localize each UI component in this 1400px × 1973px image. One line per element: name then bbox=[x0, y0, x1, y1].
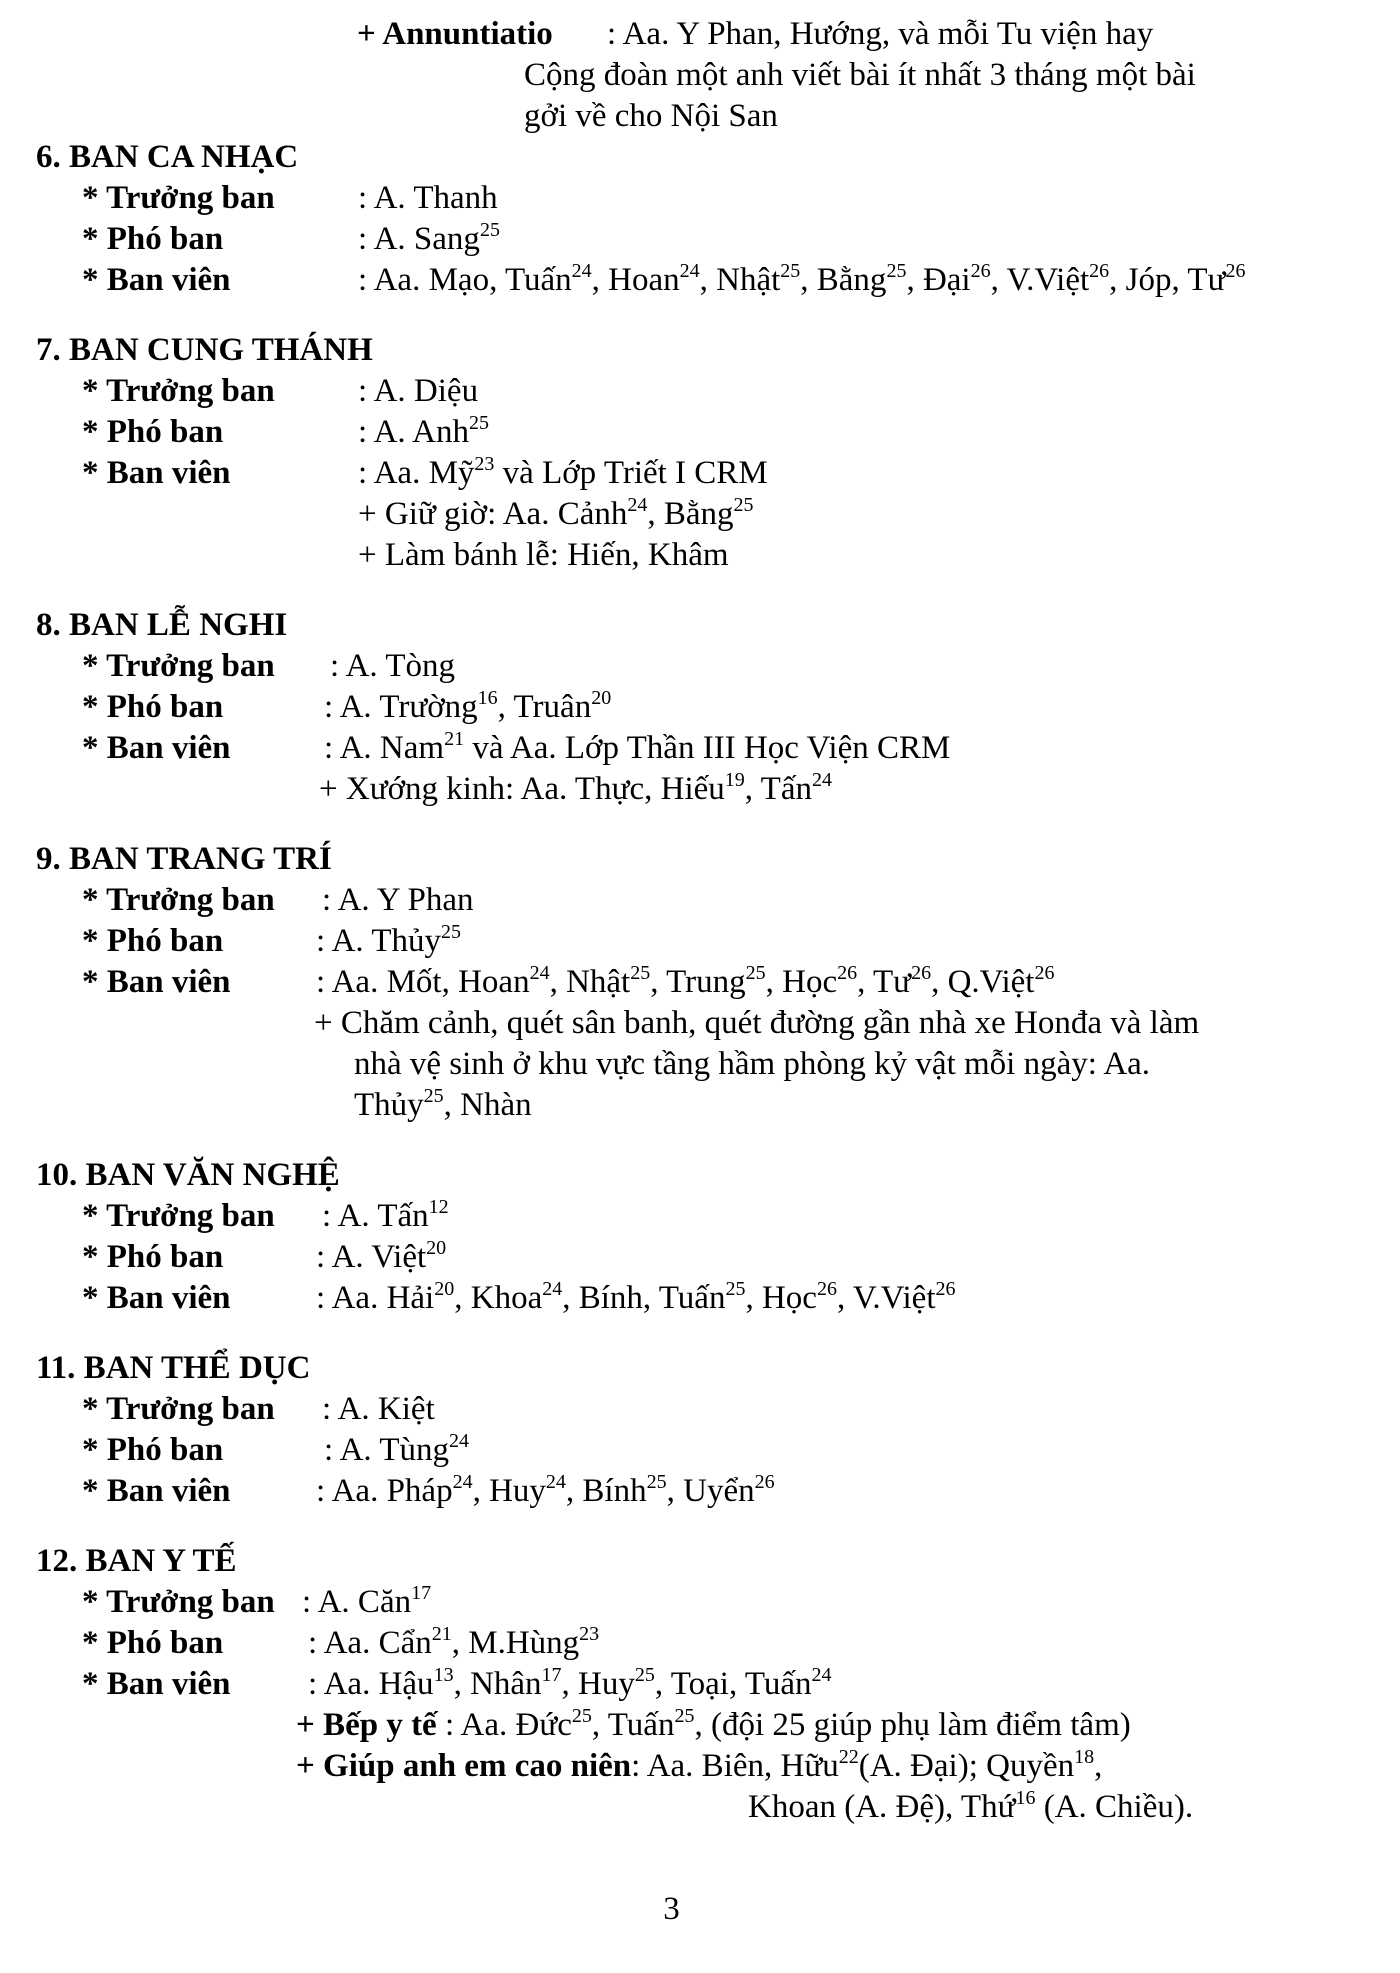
row-value bbox=[302, 1584, 431, 1620]
superscript-number: 19 bbox=[724, 769, 745, 791]
row-label: * Ban viên bbox=[82, 455, 231, 491]
text-run: , Trung bbox=[650, 964, 746, 1000]
text-run: : A. Anh bbox=[358, 414, 469, 450]
row-label: * Phó ban bbox=[82, 1239, 224, 1275]
intro-line-1 bbox=[357, 14, 1153, 55]
row-ban-vien bbox=[82, 728, 950, 769]
row-value bbox=[316, 964, 1054, 1000]
row-value bbox=[322, 1391, 435, 1427]
superscript-number: 23 bbox=[579, 1623, 600, 1645]
text-run: nhà vệ sinh ở khu vực tầng hầm phòng kỷ vật mỗi ngày: Aa. bbox=[354, 1046, 1151, 1082]
section-heading: 8. BAN LỄ NGHI bbox=[36, 607, 288, 643]
row-value bbox=[316, 923, 461, 959]
row-truong-ban bbox=[82, 880, 474, 921]
text-run: , Bính, Tuấn bbox=[562, 1280, 726, 1316]
intro-label: + Annuntiatio bbox=[357, 16, 553, 52]
superscript-number: 16 bbox=[477, 687, 498, 709]
superscript-number: 25 bbox=[745, 962, 766, 984]
superscript-number: 24 bbox=[452, 1471, 473, 1493]
row-ban-vien bbox=[82, 1471, 775, 1512]
row-label: * Ban viên bbox=[82, 964, 231, 1000]
superscript-number: 25 bbox=[630, 962, 651, 984]
bold-label: + Giúp anh em cao niên bbox=[296, 1748, 632, 1784]
row-pho-ban bbox=[82, 1237, 446, 1278]
intro-line-2 bbox=[524, 55, 1196, 96]
superscript-number: 13 bbox=[433, 1664, 454, 1686]
row-truong-ban bbox=[82, 646, 455, 687]
superscript-number: 16 bbox=[1015, 1787, 1036, 1809]
extra-line bbox=[358, 494, 754, 535]
row-value bbox=[316, 1280, 956, 1316]
text-run: , Toại, Tuấn bbox=[654, 1666, 812, 1702]
text-run: (A. Đại); Quyền bbox=[858, 1748, 1075, 1784]
superscript-number: 25 bbox=[479, 219, 500, 241]
row-truong-ban bbox=[82, 1196, 449, 1237]
text-run: và Aa. Lớp Thần III Học Viện CRM bbox=[464, 730, 951, 766]
row-pho-ban bbox=[82, 921, 461, 962]
superscript-number: 24 bbox=[545, 1471, 566, 1493]
text-run: Thủy bbox=[354, 1087, 424, 1123]
text-run: , bbox=[1094, 1748, 1103, 1784]
superscript-number: 20 bbox=[434, 1278, 455, 1300]
text-run: : Aa. Hậu bbox=[308, 1666, 434, 1702]
row-pho-ban bbox=[82, 1430, 469, 1471]
superscript-number: 24 bbox=[811, 1664, 832, 1686]
text-run: , V.Việt bbox=[836, 1280, 936, 1316]
text-run: , Nhật bbox=[699, 262, 781, 298]
row-label: * Ban viên bbox=[82, 1473, 231, 1509]
superscript-number: 24 bbox=[529, 962, 550, 984]
page-number: 3 bbox=[663, 1891, 680, 1927]
text-run: : A. Nam bbox=[324, 730, 445, 766]
text-run: : A. Tùng bbox=[324, 1432, 449, 1468]
text-run: : Aa. Hải bbox=[316, 1280, 435, 1316]
row-ban-vien bbox=[82, 962, 1054, 1003]
row-label: * Phó ban bbox=[82, 1432, 224, 1468]
superscript-number: 25 bbox=[646, 1471, 667, 1493]
row-label: * Trưởng ban bbox=[82, 1198, 275, 1234]
row-value bbox=[330, 648, 455, 684]
text-run: , Bằng bbox=[800, 262, 887, 298]
superscript-number: 26 bbox=[754, 1471, 775, 1493]
superscript-number: 24 bbox=[542, 1278, 563, 1300]
section-heading: 10. BAN VĂN NGHỆ bbox=[36, 1157, 340, 1193]
intro-value bbox=[607, 16, 1153, 52]
text-run: + Xướng kinh: Aa. Thực, Hiếu bbox=[319, 771, 725, 807]
superscript-number: 24 bbox=[571, 260, 592, 282]
row-value bbox=[358, 414, 489, 450]
text-run: : A. Kiệt bbox=[322, 1391, 435, 1427]
row-label: * Phó ban bbox=[82, 414, 224, 450]
row-ban-vien bbox=[82, 1664, 832, 1705]
text-run: : Aa. Mạo, Tuấn bbox=[358, 262, 572, 298]
extra-line bbox=[354, 1044, 1150, 1085]
extra-line bbox=[354, 1085, 532, 1126]
row-pho-ban bbox=[82, 1623, 599, 1664]
text-run: + Làm bánh lễ: Hiến, Khâm bbox=[358, 537, 729, 573]
row-truong-ban bbox=[82, 371, 478, 412]
superscript-number: 26 bbox=[935, 1278, 956, 1300]
row-value bbox=[308, 1625, 599, 1661]
text-run: , Bằng bbox=[647, 496, 734, 532]
superscript-number: 12 bbox=[428, 1196, 449, 1218]
row-ban-vien bbox=[82, 453, 768, 494]
superscript-number: 18 bbox=[1074, 1746, 1095, 1768]
row-label: * Trưởng ban bbox=[82, 1391, 275, 1427]
row-truong-ban bbox=[82, 1582, 431, 1623]
extra-line bbox=[358, 535, 729, 576]
superscript-number: 26 bbox=[1089, 260, 1110, 282]
superscript-number: 22 bbox=[838, 1746, 859, 1768]
intro-line-3 bbox=[524, 96, 778, 137]
superscript-number: 26 bbox=[1034, 962, 1055, 984]
row-pho-ban bbox=[82, 412, 489, 453]
row-value bbox=[308, 1666, 832, 1702]
text-run: , Nhân bbox=[453, 1666, 542, 1702]
text-run: : A. Căn bbox=[302, 1584, 412, 1620]
superscript-number: 26 bbox=[970, 260, 991, 282]
superscript-number: 25 bbox=[733, 494, 754, 516]
extra-line bbox=[296, 1746, 1102, 1787]
text-run: gởi về cho Nội San bbox=[524, 98, 778, 134]
text-run: : Aa. Y Phan, Hướng, và mỗi Tu viện hay bbox=[607, 16, 1154, 52]
text-run: Cộng đoàn một anh viết bài ít nhất 3 tháng một bài bbox=[524, 57, 1196, 93]
superscript-number: 24 bbox=[679, 260, 700, 282]
text-run: , Huy bbox=[561, 1666, 635, 1702]
text-run: , V.Việt bbox=[990, 262, 1090, 298]
row-label: * Trưởng ban bbox=[82, 180, 275, 216]
text-run: : A. Diệu bbox=[358, 373, 479, 409]
text-run: Khoan (A. Đệ), Thứ bbox=[748, 1789, 1016, 1825]
row-value bbox=[322, 1198, 449, 1234]
row-value bbox=[358, 455, 768, 491]
superscript-number: 25 bbox=[468, 412, 489, 434]
text-run: , Tuấn bbox=[591, 1707, 675, 1743]
text-run: , Đại bbox=[906, 262, 971, 298]
row-label: * Phó ban bbox=[82, 1625, 224, 1661]
row-value bbox=[358, 373, 478, 409]
text-run: , Tấn bbox=[744, 771, 812, 807]
text-run: (A. Chiều). bbox=[1035, 1789, 1194, 1825]
section-heading: 12. BAN Y TẾ bbox=[36, 1543, 237, 1579]
text-run: : A. Sang bbox=[358, 221, 480, 257]
row-label: * Ban viên bbox=[82, 1666, 231, 1702]
row-label: * Phó ban bbox=[82, 221, 224, 257]
row-label: * Ban viên bbox=[82, 262, 231, 298]
superscript-number: 26 bbox=[816, 1278, 837, 1300]
row-value bbox=[322, 882, 474, 918]
superscript-number: 25 bbox=[725, 1278, 746, 1300]
section-heading: 11. BAN THỂ DỤC bbox=[36, 1350, 311, 1386]
row-value bbox=[324, 1432, 469, 1468]
text-run: + Chăm cảnh, quét sân banh, quét đường gần nhà xe Honđa và làm bbox=[314, 1005, 1200, 1041]
text-run: , Nhật bbox=[549, 964, 631, 1000]
superscript-number: 25 bbox=[634, 1664, 655, 1686]
row-truong-ban bbox=[82, 1389, 435, 1430]
row-truong-ban bbox=[82, 178, 498, 219]
row-label: * Trưởng ban bbox=[82, 882, 275, 918]
text-run: : A. Y Phan bbox=[322, 882, 474, 918]
text-run: , Huy bbox=[472, 1473, 546, 1509]
row-pho-ban bbox=[82, 687, 611, 728]
superscript-number: 26 bbox=[1225, 260, 1246, 282]
extra-line bbox=[296, 1705, 1131, 1746]
text-run: và Lớp Triết I CRM bbox=[494, 455, 768, 491]
text-run: : Aa. Mốt, Hoan bbox=[316, 964, 530, 1000]
superscript-number: 20 bbox=[591, 687, 612, 709]
row-label: * Trưởng ban bbox=[82, 373, 275, 409]
row-label: * Trưởng ban bbox=[82, 648, 275, 684]
extra-line bbox=[319, 769, 832, 810]
row-label: * Phó ban bbox=[82, 923, 224, 959]
row-label: * Trưởng ban bbox=[82, 1584, 275, 1620]
superscript-number: 25 bbox=[674, 1705, 695, 1727]
superscript-number: 17 bbox=[541, 1664, 562, 1686]
superscript-number: 25 bbox=[423, 1085, 444, 1107]
text-run: , Uyển bbox=[666, 1473, 755, 1509]
text-run: , Jóp, Tư bbox=[1109, 262, 1226, 298]
section-heading: 9. BAN TRANG TRÍ bbox=[36, 841, 332, 877]
text-run: : Aa. Cẩn bbox=[308, 1625, 432, 1661]
text-run: : A. Thủy bbox=[316, 923, 441, 959]
text-run: , (đội 25 giúp phụ làm điểm tâm) bbox=[694, 1707, 1131, 1743]
row-ban-vien bbox=[82, 260, 1245, 301]
row-value bbox=[358, 180, 498, 216]
superscript-number: 25 bbox=[780, 260, 801, 282]
text-run: : A. Việt bbox=[316, 1239, 427, 1275]
text-run: , Nhàn bbox=[443, 1087, 532, 1123]
bold-label: + Bếp y tế bbox=[296, 1707, 437, 1743]
superscript-number: 26 bbox=[911, 962, 932, 984]
superscript-number: 21 bbox=[431, 1623, 452, 1645]
text-run: , Khoa bbox=[454, 1280, 543, 1316]
text-run: + Giữ giờ: Aa. Cảnh bbox=[358, 496, 628, 532]
superscript-number: 23 bbox=[474, 453, 495, 475]
text-run: , Truân bbox=[497, 689, 592, 725]
superscript-number: 20 bbox=[426, 1237, 447, 1259]
text-run: : Aa. Pháp bbox=[316, 1473, 453, 1509]
row-label: * Ban viên bbox=[82, 1280, 231, 1316]
text-run: : Aa. Đức bbox=[436, 1707, 572, 1743]
text-run: : A. Thanh bbox=[358, 180, 498, 216]
superscript-number: 25 bbox=[441, 921, 461, 943]
text-run: , Học bbox=[765, 964, 838, 1000]
row-value bbox=[316, 1239, 446, 1275]
text-run: , M.Hùng bbox=[451, 1625, 580, 1661]
superscript-number: 26 bbox=[837, 962, 858, 984]
extra-line bbox=[314, 1003, 1199, 1044]
text-run: , Hoan bbox=[591, 262, 680, 298]
extra-line bbox=[748, 1787, 1193, 1828]
section-heading: 7. BAN CUNG THÁNH bbox=[36, 332, 373, 368]
text-run: , Q.Việt bbox=[931, 964, 1035, 1000]
row-pho-ban bbox=[82, 219, 500, 260]
superscript-number: 17 bbox=[411, 1582, 432, 1604]
row-value bbox=[324, 689, 611, 725]
superscript-number: 25 bbox=[886, 260, 907, 282]
row-ban-vien bbox=[82, 1278, 956, 1319]
section-heading: 6. BAN CA NHẠC bbox=[36, 139, 299, 175]
superscript-number: 24 bbox=[449, 1430, 469, 1452]
row-value bbox=[316, 1473, 775, 1509]
superscript-number: 25 bbox=[571, 1705, 592, 1727]
text-run: : Aa. Biên, Hữu bbox=[631, 1748, 839, 1784]
row-label: * Ban viên bbox=[82, 730, 231, 766]
text-run: , Học bbox=[745, 1280, 817, 1316]
text-run: : A. Tấn bbox=[322, 1198, 429, 1234]
text-run: , Tư bbox=[857, 964, 912, 1000]
row-value bbox=[358, 221, 500, 257]
superscript-number: 21 bbox=[444, 728, 465, 750]
superscript-number: 24 bbox=[627, 494, 648, 516]
text-run: , Bính bbox=[565, 1473, 647, 1509]
text-run: : A. Trường bbox=[324, 689, 478, 725]
text-run: : Aa. Mỹ bbox=[358, 455, 475, 491]
row-label: * Phó ban bbox=[82, 689, 224, 725]
row-value bbox=[358, 262, 1245, 298]
text-run: : A. Tòng bbox=[330, 648, 455, 684]
superscript-number: 24 bbox=[811, 769, 832, 791]
row-value bbox=[324, 730, 950, 766]
